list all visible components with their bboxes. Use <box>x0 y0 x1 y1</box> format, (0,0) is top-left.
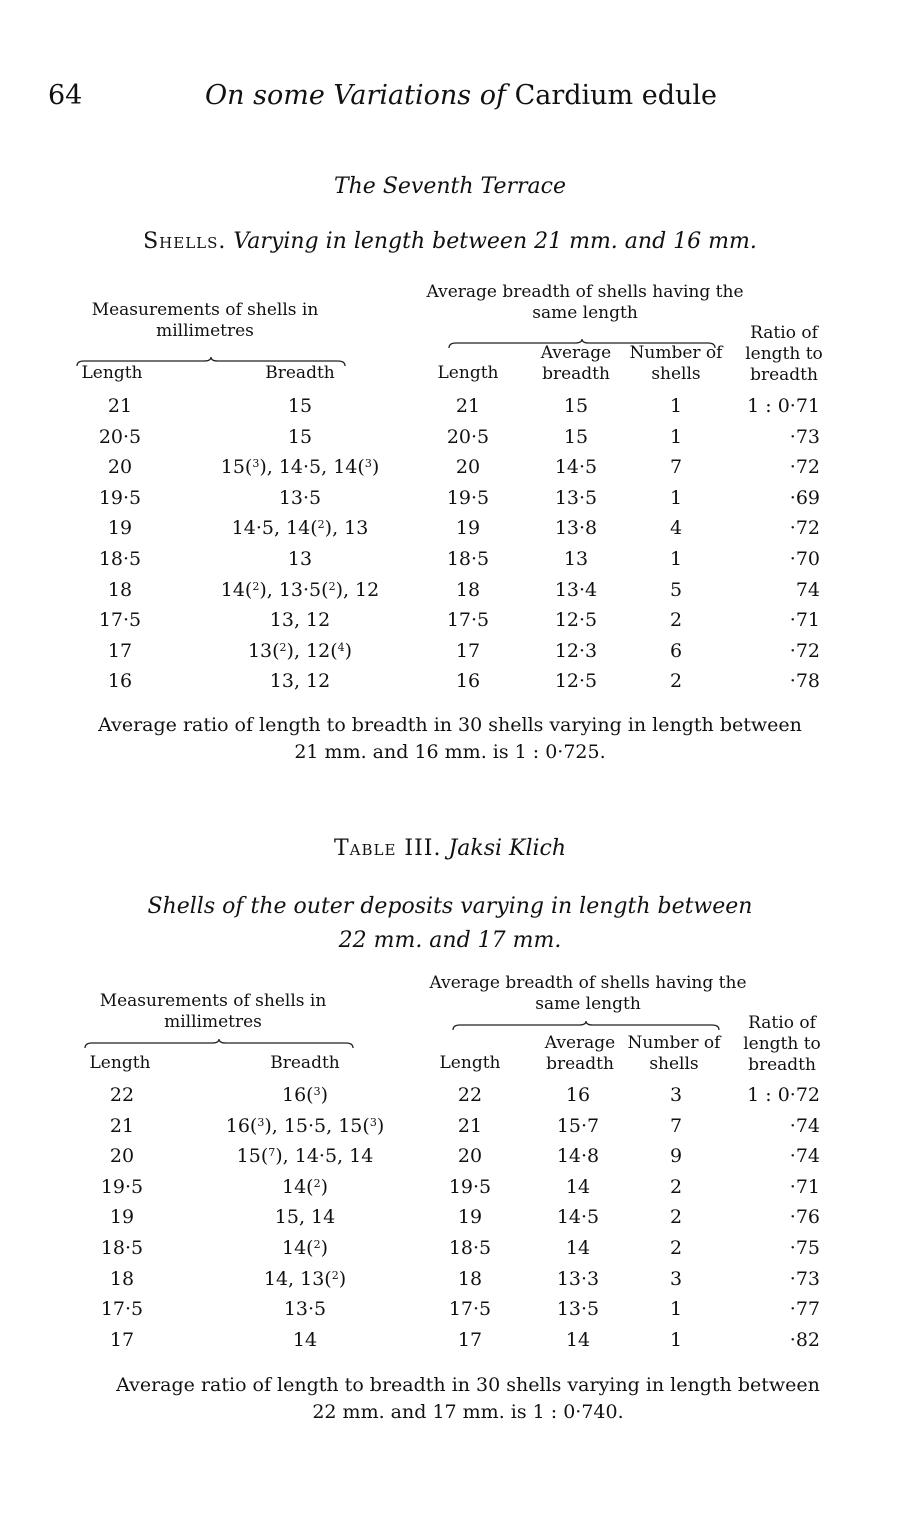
cell-avg-breadth: 14·5 <box>554 456 598 479</box>
table-row <box>0 487 900 518</box>
cell-length-2: 18·5 <box>446 548 490 570</box>
cell-number: 7 <box>669 1114 683 1137</box>
cell-ratio: ·72 <box>789 639 820 662</box>
cell-length-2: 19 <box>455 517 481 540</box>
cell-length: 20 <box>109 1145 135 1168</box>
running-head <box>205 80 717 111</box>
cell-ratio: ·78 <box>789 670 820 693</box>
col-header-ratio: Ratio of length to breadth <box>745 323 823 385</box>
cell-ratio: ·76 <box>789 1206 820 1229</box>
summary-note <box>0 712 900 766</box>
table-row <box>0 640 900 671</box>
cell-number: 3 <box>669 1084 683 1106</box>
summary-line-2: 21 mm. and 16 mm. is 1 : 0·725. <box>294 741 606 763</box>
table-row <box>0 1298 900 1329</box>
brace-average-icon <box>452 1021 720 1031</box>
table-iii-title <box>0 836 900 861</box>
cell-length: 20·5 <box>98 425 142 448</box>
cell-length-2: 20·5 <box>446 425 490 448</box>
cell-length-2: 16 <box>455 670 481 693</box>
table-row <box>0 1329 900 1360</box>
cell-ratio: ·82 <box>789 1328 820 1351</box>
brace-average <box>448 334 716 342</box>
group-header-measurements: Measurements of shells in millimetres <box>91 300 319 341</box>
cell-breadth: 14 <box>292 1328 318 1351</box>
table-row <box>0 517 900 548</box>
cell-number: 2 <box>669 1175 683 1198</box>
cell-number: 3 <box>669 1267 683 1290</box>
cell-breadth: 13 <box>287 548 313 570</box>
cell-breadth: 13, 12 <box>269 609 331 632</box>
cell-length: 19 <box>109 1206 135 1229</box>
page-number: 64 <box>48 80 83 111</box>
cell-ratio: ·71 <box>789 609 820 632</box>
table-row <box>0 456 900 487</box>
table-heading-caps: Shells. <box>143 229 227 254</box>
cell-length: 18 <box>107 578 133 601</box>
cell-length-2: 18 <box>457 1267 483 1290</box>
cell-number: 7 <box>669 456 683 479</box>
col-header-avg-breadth: Average breadth <box>540 343 612 384</box>
group-header-measurements: Measurements of shells in millimetres <box>99 991 327 1032</box>
cell-length-2: 18·5 <box>448 1237 492 1259</box>
subtitle-line-1: Shells of the outer deposits varying in length between <box>147 894 753 919</box>
cell-ratio: ·73 <box>789 1267 820 1290</box>
col-header-ratio: Ratio of length to breadth <box>743 1013 821 1075</box>
table-heading-italic: Varying in length between 21 mm. and 16 mm. <box>233 229 757 254</box>
cell-avg-breadth: 12·3 <box>554 639 598 662</box>
cell-avg-breadth: 13·4 <box>554 578 598 601</box>
summary-line-1: Average ratio of length to breadth in 30 shells varying in length between <box>116 1374 820 1396</box>
table-iii-caps: Table III. <box>333 836 442 861</box>
cell-number: 1 <box>669 548 683 570</box>
cell-length: 21 <box>109 1114 135 1137</box>
cell-breadth: 15 <box>287 425 313 448</box>
cell-length-2: 17 <box>457 1328 483 1351</box>
cell-avg-breadth: 15 <box>563 395 589 417</box>
brace-measurements <box>84 1034 354 1042</box>
col-header-length-2: Length <box>437 363 499 383</box>
cell-length: 17·5 <box>98 609 142 632</box>
cell-avg-breadth: 13·3 <box>556 1267 600 1290</box>
cell-avg-breadth: 14·5 <box>556 1206 600 1229</box>
cell-ratio: 1 : 0·71 <box>747 395 820 417</box>
cell-breadth: 15($^7$), 14·5, 14 <box>236 1145 374 1168</box>
brace-average <box>452 1016 720 1024</box>
table-iii-subtitle <box>0 890 900 958</box>
cell-length: 17·5 <box>100 1298 144 1321</box>
cell-breadth: 15, 14 <box>274 1206 336 1229</box>
cell-breadth: 13·5 <box>278 486 322 509</box>
cell-avg-breadth: 12·5 <box>554 670 598 693</box>
cell-length: 18·5 <box>98 548 142 570</box>
cell-number: 2 <box>669 1206 683 1229</box>
cell-avg-breadth: 15 <box>563 425 589 448</box>
brace-measurements <box>76 352 346 360</box>
cell-number: 2 <box>669 670 683 693</box>
table-heading <box>0 229 900 254</box>
cell-avg-breadth: 13·8 <box>554 517 598 540</box>
cell-ratio: ·73 <box>789 425 820 448</box>
col-header-number: Number of shells <box>627 1033 721 1074</box>
cell-ratio: ·74 <box>789 1145 820 1168</box>
cell-avg-breadth: 13·5 <box>554 486 598 509</box>
table-row <box>0 670 900 701</box>
section-title: The Seventh Terrace <box>333 174 567 199</box>
cell-length-2: 20 <box>455 456 481 479</box>
table-row <box>0 1237 900 1268</box>
cell-length: 21 <box>107 395 133 417</box>
cell-breadth: 14($^2$) <box>281 1237 328 1259</box>
cell-number: 1 <box>669 425 683 448</box>
cell-length-2: 18 <box>455 578 481 601</box>
cell-length: 16 <box>107 670 133 693</box>
cell-length: 17 <box>107 639 133 662</box>
running-head-roman: Cardium edule <box>514 80 717 111</box>
cell-number: 4 <box>669 517 683 540</box>
cell-number: 2 <box>669 609 683 632</box>
cell-breadth: 13, 12 <box>269 670 331 693</box>
cell-length: 18 <box>109 1267 135 1290</box>
cell-breadth: 16($^3$), 15·5, 15($^3$) <box>225 1114 385 1137</box>
cell-avg-breadth: 16 <box>565 1084 591 1106</box>
cell-avg-breadth: 13 <box>563 548 589 570</box>
cell-breadth: 13·5 <box>283 1298 327 1321</box>
cell-avg-breadth: 14 <box>565 1237 591 1259</box>
col-header-length: Length <box>81 363 143 383</box>
cell-number: 2 <box>669 1237 683 1259</box>
cell-length-2: 17·5 <box>448 1298 492 1321</box>
table-iii-italic: Jaksi Klich <box>448 836 567 861</box>
cell-length-2: 21 <box>455 395 481 417</box>
summary-line-2: 22 mm. and 17 mm. is 1 : 0·740. <box>312 1401 624 1423</box>
summary-note <box>18 1372 900 1426</box>
table-row <box>0 1176 900 1207</box>
cell-length: 20 <box>107 456 133 479</box>
group-header-average: Average breadth of shells having the same length <box>426 282 744 323</box>
col-header-length: Length <box>89 1053 151 1073</box>
cell-length: 19 <box>107 517 133 540</box>
cell-avg-breadth: 15·7 <box>556 1114 600 1137</box>
col-header-breadth: Breadth <box>265 363 335 383</box>
cell-avg-breadth: 14·8 <box>556 1145 600 1168</box>
cell-ratio: ·70 <box>789 548 820 570</box>
cell-number: 9 <box>669 1145 683 1168</box>
cell-avg-breadth: 12·5 <box>554 609 598 632</box>
table-row <box>0 1145 900 1176</box>
cell-length-2: 19·5 <box>448 1175 492 1198</box>
cell-number: 5 <box>669 578 683 601</box>
cell-ratio: ·77 <box>789 1298 820 1321</box>
cell-breadth: 14, 13($^2$) <box>263 1267 347 1290</box>
cell-number: 6 <box>669 639 683 662</box>
table-row <box>0 1268 900 1299</box>
cell-breadth: 15 <box>287 395 313 417</box>
cell-avg-breadth: 14 <box>565 1328 591 1351</box>
cell-length: 22 <box>109 1084 135 1106</box>
col-header-avg-breadth: Average breadth <box>544 1033 616 1074</box>
table-row <box>0 1084 900 1115</box>
cell-number: 1 <box>669 1298 683 1321</box>
cell-length-2: 21 <box>457 1114 483 1137</box>
cell-breadth: 14·5, 14($^2$), 13 <box>231 517 369 540</box>
cell-ratio: ·74 <box>789 1114 820 1137</box>
cell-length-2: 19 <box>457 1206 483 1229</box>
cell-length-2: 17 <box>455 639 481 662</box>
cell-ratio: 74 <box>795 578 820 601</box>
table-row <box>0 395 900 426</box>
cell-breadth: 13($^2$), 12($^4$) <box>247 639 353 662</box>
cell-breadth: 14($^2$) <box>281 1175 328 1198</box>
cell-ratio: ·72 <box>789 517 820 540</box>
cell-length-2: 20 <box>457 1145 483 1168</box>
cell-number: 1 <box>669 395 683 417</box>
col-header-breadth: Breadth <box>270 1053 340 1073</box>
cell-breadth: 16($^3$) <box>281 1084 328 1106</box>
cell-breadth: 15($^3$), 14·5, 14($^3$) <box>220 456 380 479</box>
cell-length-2: 19·5 <box>446 486 490 509</box>
cell-avg-breadth: 14 <box>565 1175 591 1198</box>
cell-number: 1 <box>669 1328 683 1351</box>
cell-breadth: 14($^2$), 13·5($^2$), 12 <box>220 578 380 601</box>
table-row <box>0 426 900 457</box>
cell-ratio: ·72 <box>789 456 820 479</box>
cell-length: 19·5 <box>100 1175 144 1198</box>
table-row <box>0 579 900 610</box>
cell-length: 17 <box>109 1328 135 1351</box>
cell-number: 1 <box>669 486 683 509</box>
subtitle-line-2: 22 mm. and 17 mm. <box>338 928 562 953</box>
brace-measurements-icon <box>84 1039 354 1049</box>
cell-length-2: 22 <box>457 1084 483 1106</box>
cell-length: 19·5 <box>98 486 142 509</box>
cell-ratio: ·69 <box>789 486 820 509</box>
col-header-length-2: Length <box>439 1053 501 1073</box>
col-header-number: Number of shells <box>629 343 723 384</box>
cell-ratio: 1 : 0·72 <box>747 1084 820 1106</box>
cell-ratio: ·71 <box>789 1175 820 1198</box>
cell-length-2: 17·5 <box>446 609 490 632</box>
group-header-average: Average breadth of shells having the same length <box>429 973 747 1014</box>
table-row <box>0 548 900 579</box>
cell-length: 18·5 <box>100 1237 144 1259</box>
cell-ratio: ·75 <box>789 1237 820 1259</box>
running-head-italic: On some Variations of <box>205 80 506 111</box>
cell-avg-breadth: 13·5 <box>556 1298 600 1321</box>
table-row <box>0 1206 900 1237</box>
table-row <box>0 609 900 640</box>
summary-line-1: Average ratio of length to breadth in 30 shells varying in length between <box>98 714 802 736</box>
table-row <box>0 1115 900 1146</box>
